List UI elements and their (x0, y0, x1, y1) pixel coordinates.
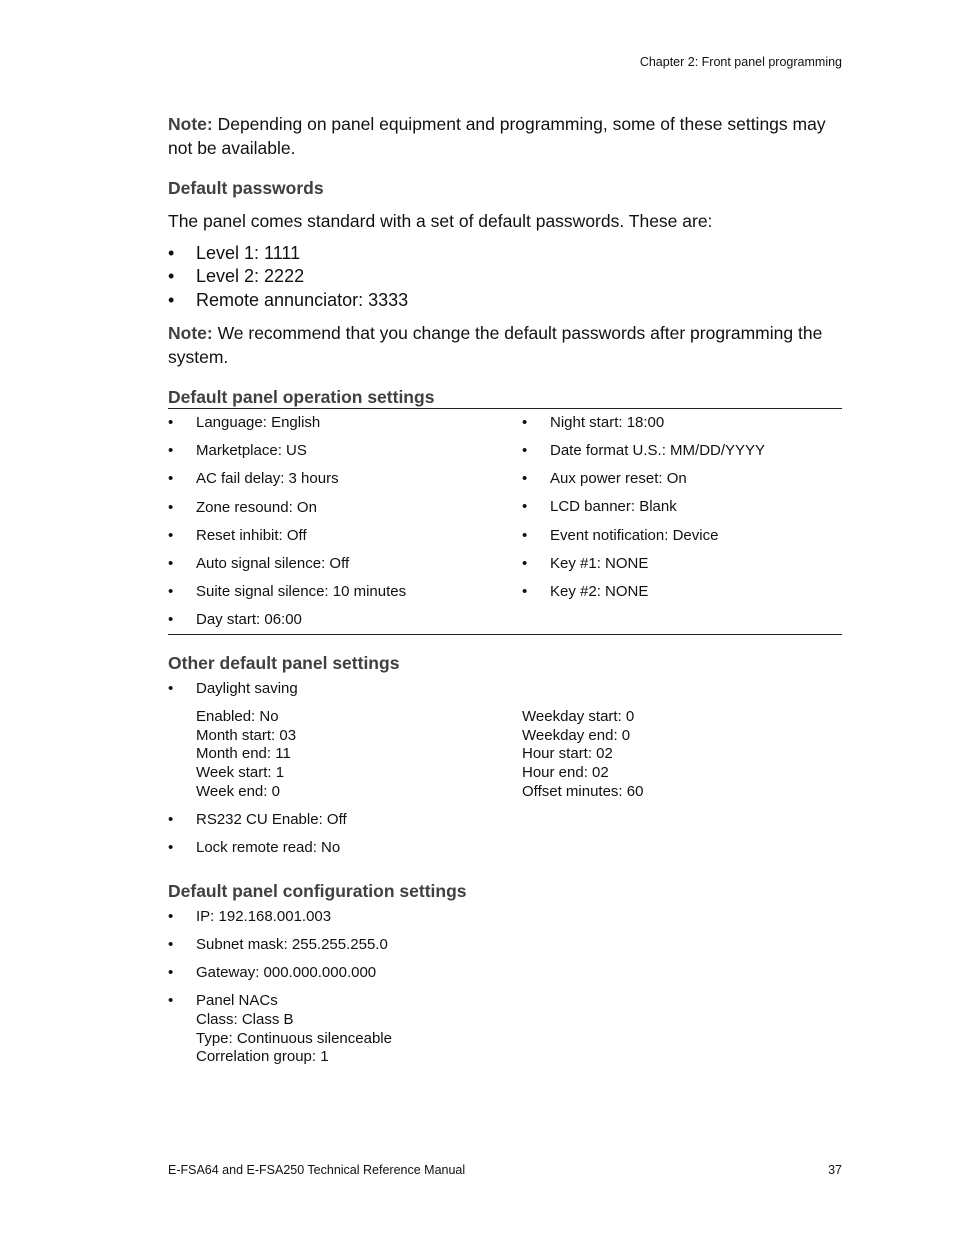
list-item (168, 680, 508, 700)
section-heading-other: Other default panel settings (168, 653, 400, 673)
list-item-text: Key #2: NONE (550, 583, 649, 600)
list-item-text: Reset inhibit: Off (196, 527, 307, 544)
list-item (168, 290, 568, 314)
list-item (522, 555, 842, 575)
list-item (168, 499, 508, 519)
bullet: • (522, 583, 528, 600)
section-heading-passwords: Default passwords (168, 178, 324, 198)
passwords-intro: The panel comes standard with a set of default passwords. These are: (168, 211, 713, 231)
list-item-text: Aux power reset: On (550, 470, 687, 487)
list-item-text: Night start: 18:00 (550, 414, 665, 431)
list-item (168, 964, 508, 984)
list-item (168, 266, 568, 290)
list-item-text: LCD banner: Blank (550, 498, 677, 515)
detail-line: Month end: 11 (196, 745, 291, 763)
list-item (522, 583, 842, 603)
list-item (168, 936, 508, 956)
detail-line: Weekday end: 0 (522, 726, 631, 744)
list-item (168, 243, 568, 267)
detail-line: Month start: 03 (196, 726, 297, 744)
list-item-text: Event notification: Device (550, 527, 719, 544)
daylight-right-details (522, 708, 822, 802)
bullet: • (168, 243, 175, 263)
detail-line: Hour start: 02 (522, 745, 613, 763)
bullet: • (522, 527, 528, 544)
list-item (522, 527, 842, 547)
bullet: • (522, 470, 528, 487)
bullet: • (168, 470, 174, 487)
list-item-text: AC fail delay: 3 hours (196, 470, 339, 487)
bullet: • (168, 680, 174, 697)
list-item-text: Marketplace: US (196, 442, 307, 459)
list-item-text: Lock remote read: No (196, 839, 341, 856)
bullet: • (522, 498, 528, 515)
bullet: • (168, 583, 174, 600)
list-item-text: Date format U.S.: MM/DD/YYYY (550, 442, 766, 459)
list-item-text: Key #1: NONE (550, 555, 649, 572)
detail-line: Week end: 0 (196, 782, 280, 800)
list-item (168, 811, 508, 831)
bullet: • (168, 992, 174, 1009)
list-item (522, 442, 842, 462)
list-item (168, 442, 508, 462)
bullet: • (168, 499, 174, 516)
bullet: • (168, 811, 174, 828)
nac-details (196, 1011, 516, 1067)
bullet: • (168, 442, 174, 459)
list-item-text: Gateway: 000.000.000.000 (196, 964, 377, 981)
footer-title: E-FSA64 and E-FSA250 Technical Reference Manual (168, 1163, 466, 1177)
page-number: 37 (828, 1163, 842, 1177)
detail-line: Weekday start: 0 (522, 708, 635, 725)
list-item-text: RS232 CU Enable: Off (196, 811, 347, 828)
table-bottom-rule (168, 634, 842, 635)
bullet: • (168, 964, 174, 981)
list-item (522, 470, 842, 490)
list-item-text: Subnet mask: 255.255.255.0 (196, 936, 388, 953)
note-paragraph (168, 321, 848, 369)
bullet: • (522, 555, 528, 572)
list-item-text: Panel NACs (196, 992, 278, 1009)
note-paragraph (168, 112, 848, 160)
bullet: • (168, 908, 174, 925)
note-text: We recommend that you change the default passwords after programming the system. (168, 323, 823, 367)
detail-line: Offset minutes: 60 (522, 782, 644, 800)
detail-line: Class: Class B (196, 1011, 294, 1028)
detail-line: Enabled: No (196, 708, 279, 725)
list-item (168, 555, 508, 575)
list-item-text: Day start: 06:00 (196, 611, 302, 628)
list-item-text: Zone resound: On (196, 499, 317, 516)
bullet: • (168, 414, 174, 431)
list-item-text: Remote annunciator: 3333 (196, 290, 409, 310)
list-item (168, 992, 508, 1012)
bullet: • (168, 266, 175, 286)
list-item (168, 611, 508, 631)
list-item (168, 414, 508, 434)
detail-line: Week start: 1 (196, 764, 285, 782)
chapter-header: Chapter 2: Front panel programming (639, 55, 842, 69)
bullet: • (168, 527, 174, 544)
bullet: • (168, 555, 174, 572)
list-item (522, 414, 842, 434)
bullet: • (522, 442, 528, 459)
detail-line: Hour end: 02 (522, 764, 609, 782)
list-item-text: Daylight saving (196, 680, 298, 697)
note-text: Depending on panel equipment and programming, some of these settings may not be available. (168, 114, 826, 158)
detail-line: Correlation group: 1 (196, 1048, 329, 1066)
daylight-left-details (196, 708, 496, 802)
list-item (168, 470, 508, 490)
list-item (168, 908, 508, 928)
list-item-text: Language: English (196, 414, 321, 431)
note-label: Note: (168, 323, 213, 343)
list-item (168, 839, 508, 859)
section-heading-operation: Default panel operation settings (168, 387, 435, 407)
list-item-text: Level 1: 1111 (196, 243, 301, 263)
list-item (168, 527, 508, 547)
bullet: • (168, 611, 174, 628)
note-label: Note: (168, 114, 213, 134)
bullet: • (522, 414, 528, 431)
list-item-text: Level 2: 2222 (196, 266, 305, 286)
detail-line: Type: Continuous silenceable (196, 1029, 392, 1047)
list-item-text: IP: 192.168.001.003 (196, 908, 332, 925)
bullet: • (168, 839, 174, 856)
list-item (168, 583, 508, 603)
bullet: • (168, 936, 174, 953)
list-item-text: Suite signal silence: 10 minutes (196, 583, 407, 600)
section-heading-config: Default panel configuration settings (168, 881, 467, 901)
bullet: • (168, 290, 175, 310)
list-item (522, 498, 842, 518)
table-top-rule (168, 408, 842, 409)
list-item-text: Auto signal silence: Off (196, 555, 350, 572)
